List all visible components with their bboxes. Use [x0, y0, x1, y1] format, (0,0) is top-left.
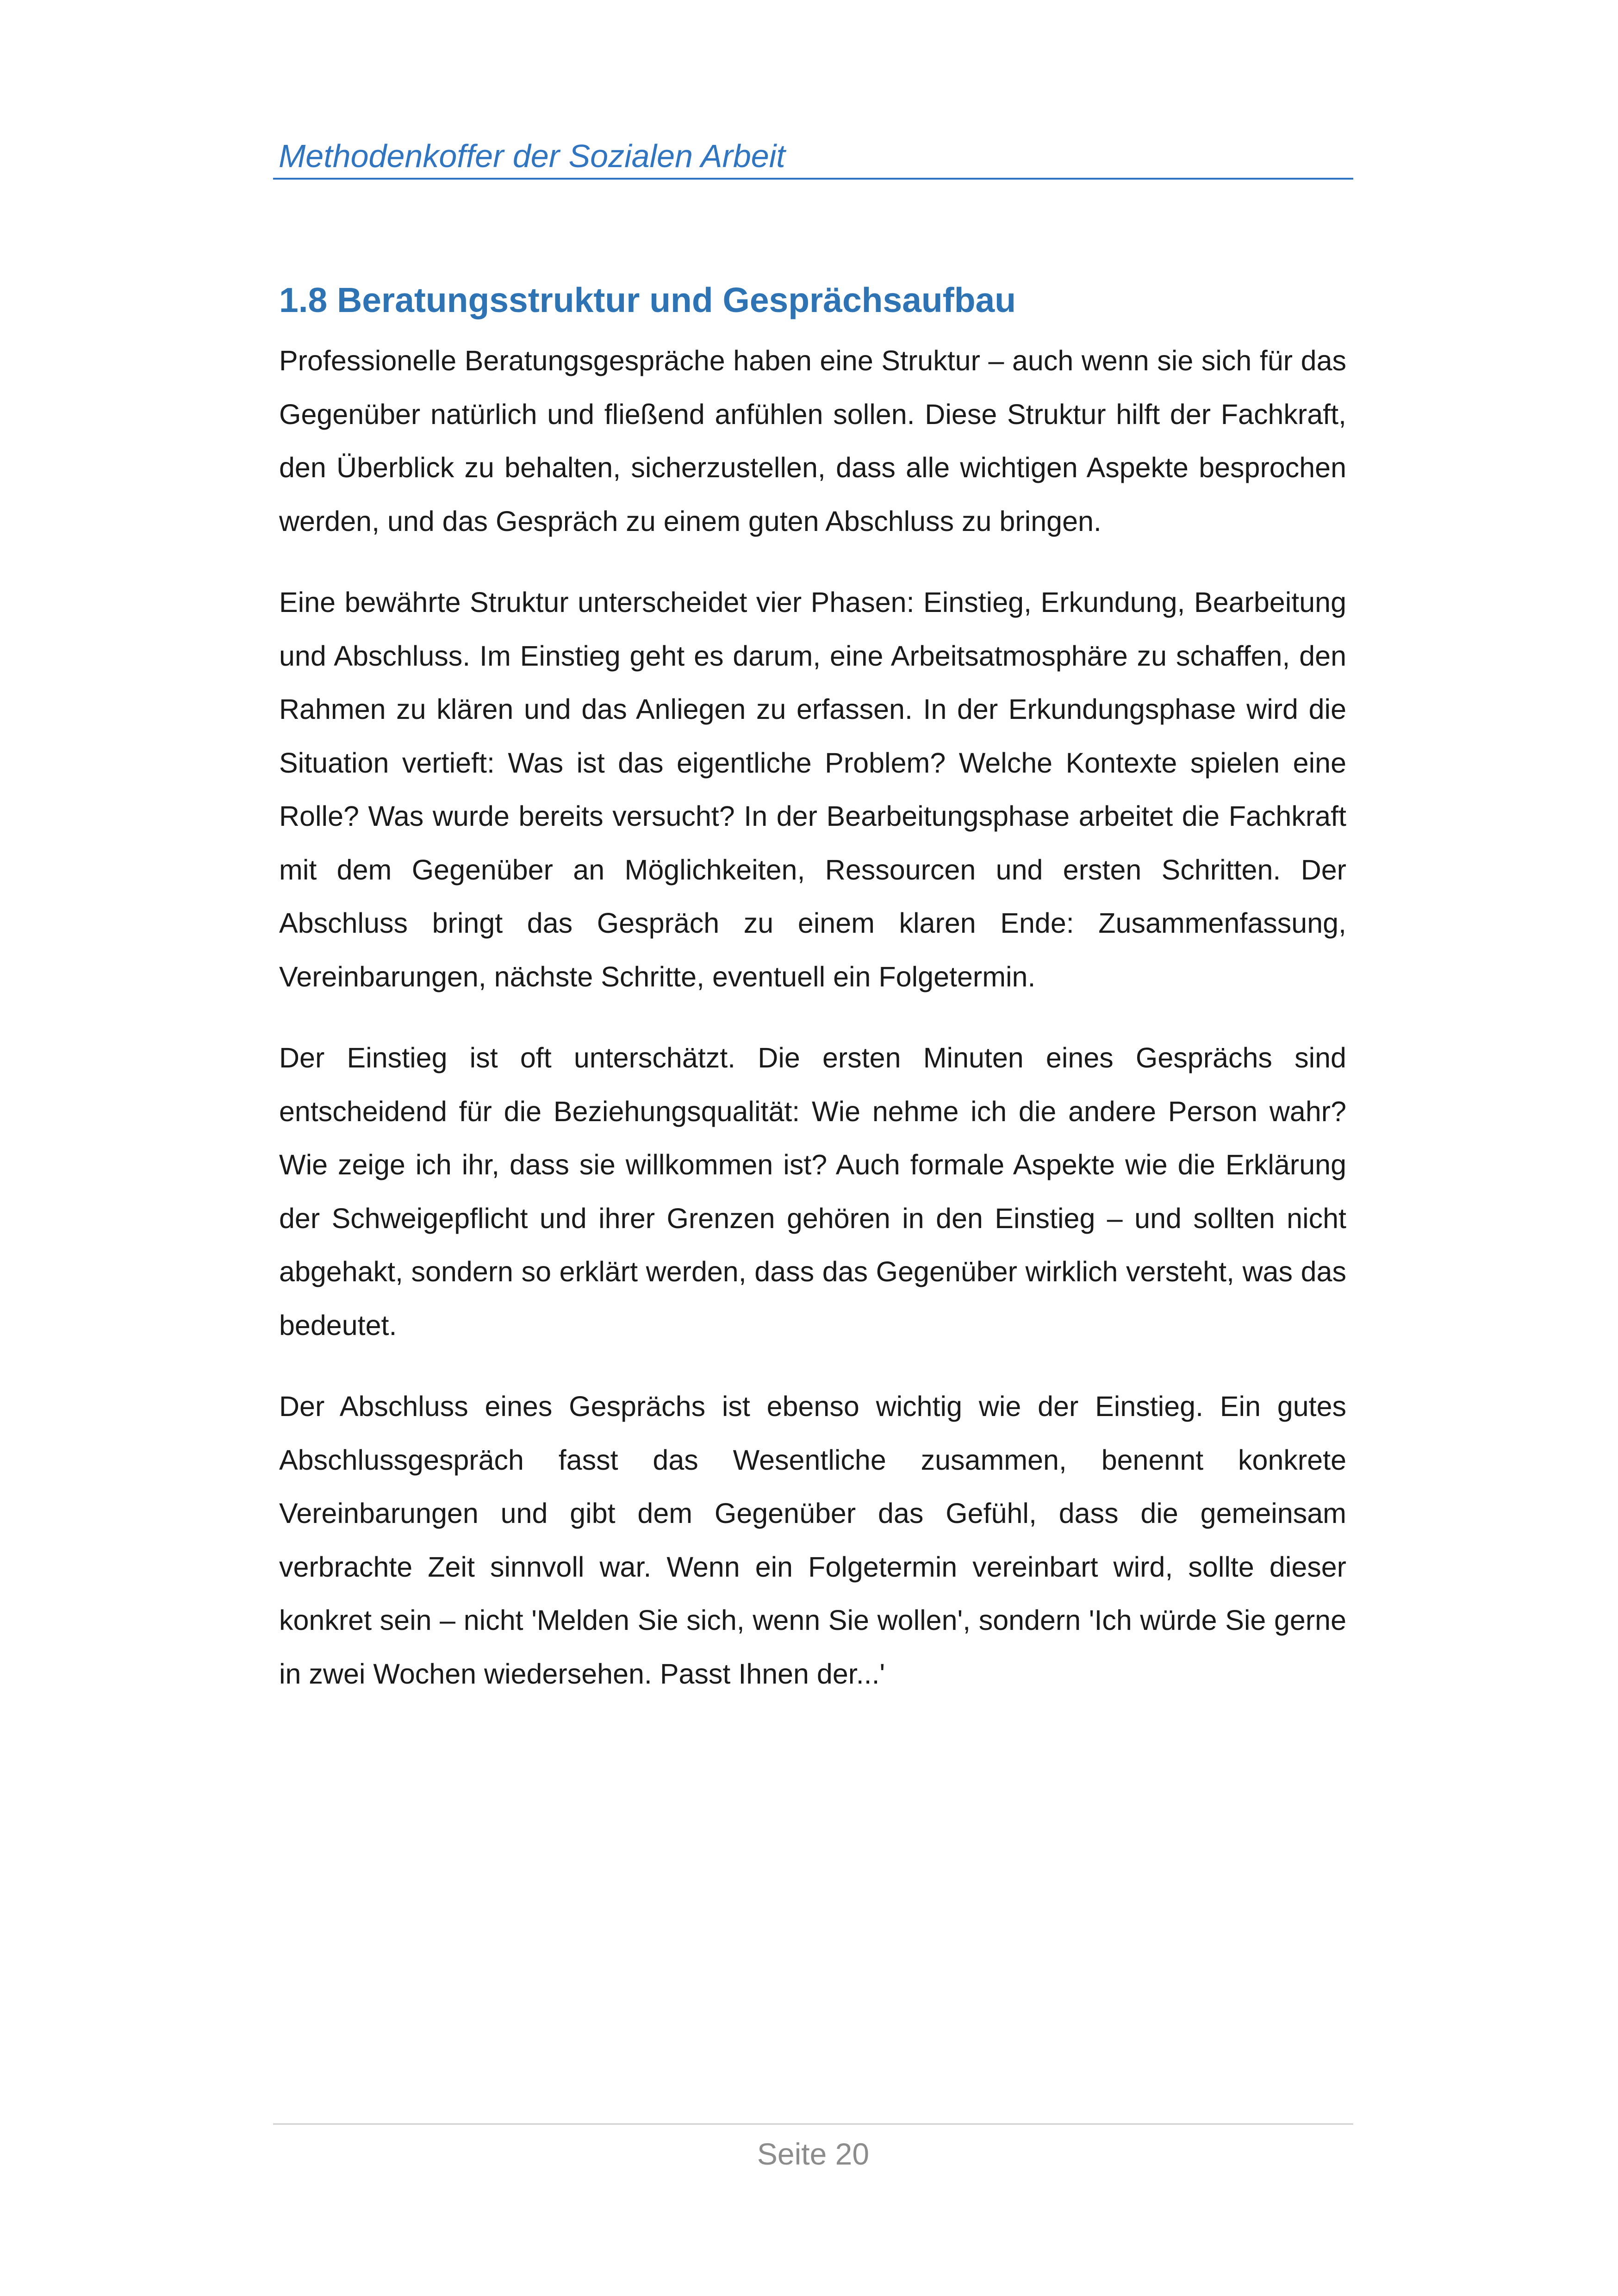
document-title: Methodenkoffer der Sozialen Arbeit	[279, 138, 785, 174]
paragraph-einstieg: Der Einstieg ist oft unterschätzt. Die ersten Minuten eines Gesprächs sind entscheidend für die Beziehungsqualität: Wie nehme ich die andere Person wahr? Wie zeige ich ihr, dass sie willkommen ist? Auch formale Aspekte wie die Erklärung der Schweigepflicht und ihrer Grenzen gehören in den Einstieg – und sollten nicht abgehakt, sondern so erklärt werden, dass das Gegenüber wirklich versteht, was das bedeutet.	[279, 1042, 1346, 1341]
running-header	[273, 135, 1353, 180]
paragraph-phases: Eine bewährte Struktur unterscheidet vier Phasen: Einstieg, Erkundung, Bearbeitung und Abschluss. Im Einstieg geht es darum, eine Arbeitsatmosphäre zu schaffen, den Rahmen zu klären und das Anliegen zu erfassen. In der Erkundungsphase wird die Situation vertieft: Was ist das eigentliche Problem? Welche Kontexte spielen eine Rolle? Was wurde bereits versucht? In der Bearbeitungsphase arbeitet die Fachkraft mit dem Gegenüber an Möglichkeiten, Ressourcen und ersten Schritten. Der Abschluss bringt das Gespräch zu einem klaren Ende: Zusammenfassung, Vereinbarungen, nächste Schritte, eventuell ein Folgetermin.	[279, 586, 1346, 992]
paragraph-abschluss: Der Abschluss eines Gesprächs ist ebenso wichtig wie der Einstieg. Ein gutes Abschlussgespräch fasst das Wesentliche zusammen, benennt konkrete Vereinbarungen und gibt dem Gegenüber das Gefühl, dass die gemeinsam verbrachte Zeit sinnvoll war. Wenn ein Folgetermin vereinbart wird, sollte dieser konkret sein – nicht 'Melden Sie sich, wenn Sie wollen', sondern 'Ich würde Sie gerne in zwei Wochen wiedersehen. Passt Ihnen der...'	[279, 1391, 1346, 1690]
running-footer	[273, 2123, 1353, 2175]
paragraph-intro: Professionelle Beratungsgespräche haben eine Struktur – auch wenn sie sich für das Gegenüber natürlich und fließend anfühlen sollen. Diese Struktur hilft der Fachkraft, den Überblick zu behalten, sicherzustellen, dass alle wichtigen Aspekte besprochen werden, und das Gespräch zu einem guten Abschluss zu bringen.	[279, 345, 1346, 537]
page-number: Seite 20	[757, 2137, 870, 2171]
page-content	[279, 273, 1346, 1728]
section-heading: 1.8 Beratungsstruktur und Gesprächsaufbau	[279, 281, 1016, 319]
